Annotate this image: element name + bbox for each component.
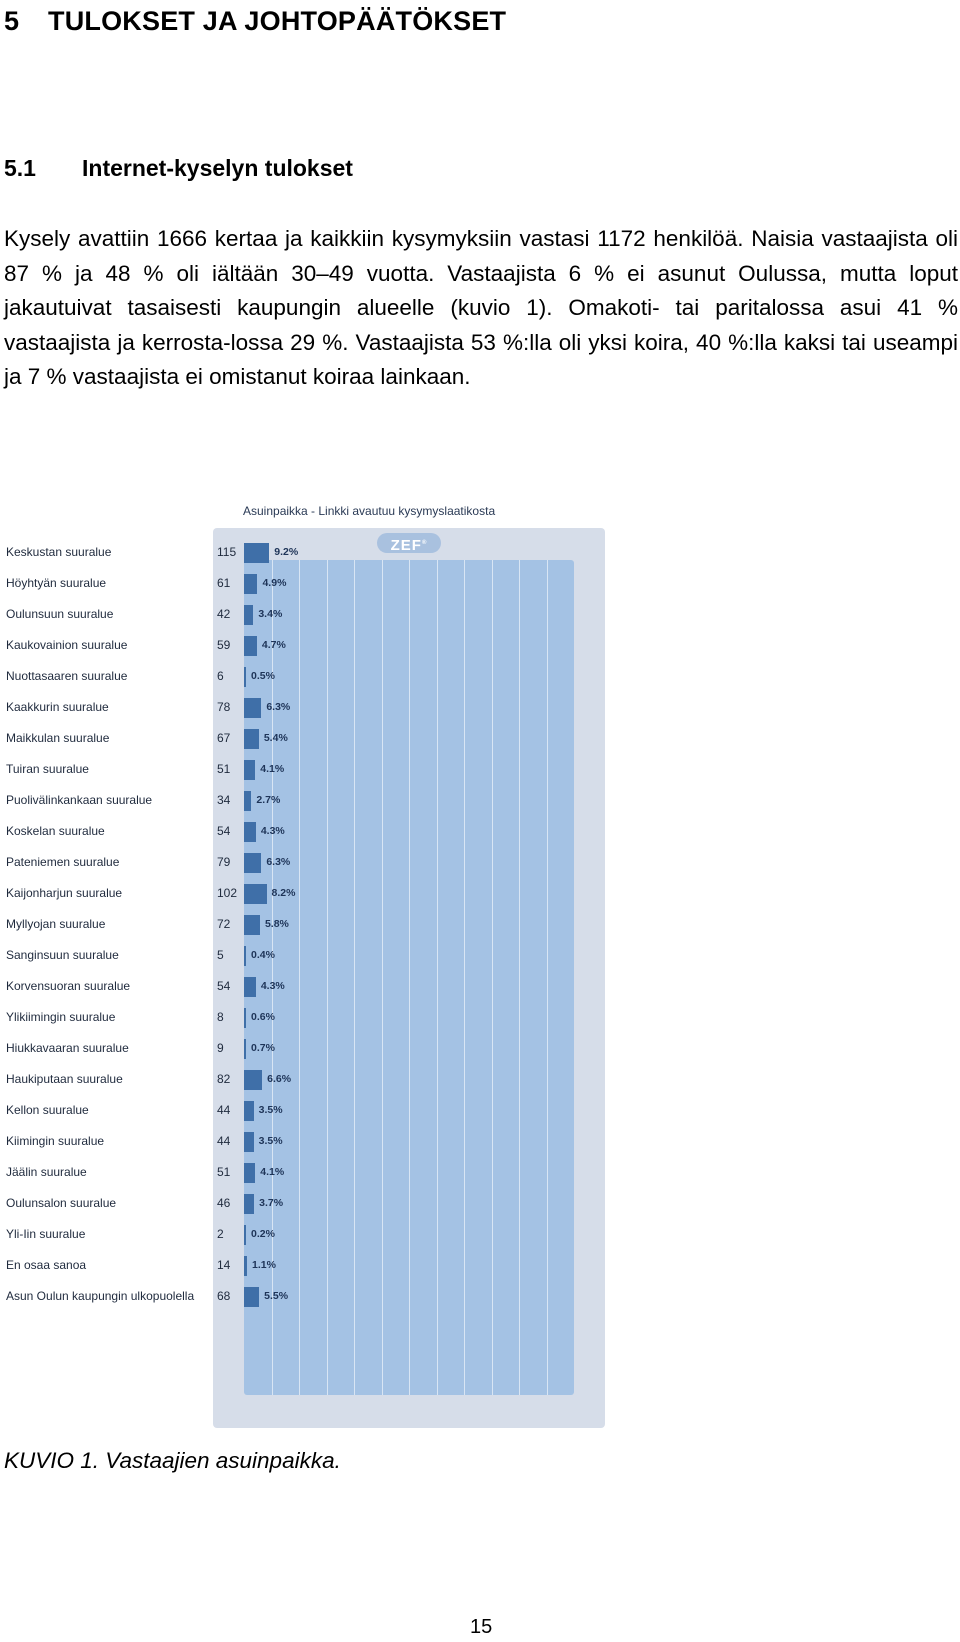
percent-label: 5.8% (264, 918, 289, 930)
bar (244, 574, 257, 594)
category-label: Jäälin suuralue (6, 1165, 87, 1179)
percent-label: 3.5% (258, 1135, 283, 1147)
bar (244, 729, 259, 749)
bar (244, 1008, 246, 1028)
zef-logo: ZEF® (377, 533, 441, 553)
body-paragraph: Kysely avattiin 1666 kertaa ja kaikkiin kysymyksiin vastasi 1172 henkilöä. Naisia vastaajista oli 87 % ja 48 % oli iältään 30–49 vuotta. Vastaajista 6 % ei asunut Oulussa, mutta loput jakautuivat tasaisesti kaupungin alueelle (kuvio 1). Omakoti- tai paritalossa asui 41 % vastaajista ja kerrosta-lossa 29 %. Vastaajista 53 %:lla oli yksi koira, 40 %:lla kaksi tai useampi ja 7 % vastaajista ei omistanut koiraa lainkaan. (4, 226, 958, 389)
percent-label: 0.4% (251, 949, 275, 961)
bar (244, 1039, 246, 1059)
bar (244, 760, 255, 780)
bar (244, 543, 269, 563)
category-label: Korvensuoran suuralue (6, 979, 131, 993)
bar (244, 915, 260, 935)
count-label: 51 (217, 762, 231, 776)
chart-title[interactable]: Asuinpaikka - Linkki avautuu kysymyslaatikosta (243, 504, 496, 518)
percent-label: 0.7% (251, 1042, 275, 1054)
category-label: Hiukkavaaran suuralue (6, 1041, 129, 1055)
grid-line (327, 560, 328, 1395)
category-label: En osaa sanoa (6, 1258, 87, 1272)
category-label: Tuiran suuralue (6, 762, 89, 776)
category-label: Kiimingin suuralue (6, 1134, 105, 1148)
percent-label: 3.7% (259, 1197, 284, 1209)
percent-label: 5.4% (263, 732, 288, 744)
section-number: 5.1 (4, 155, 36, 181)
count-label: 78 (217, 700, 231, 714)
category-label: Maikkulan suuralue (6, 731, 110, 745)
percent-label: 4.9% (262, 577, 287, 589)
count-label: 6 (217, 669, 224, 683)
percent-label: 4.3% (260, 825, 285, 837)
bar (244, 791, 251, 811)
grid-line (464, 560, 465, 1395)
category-label: Höyhtyän suuralue (6, 576, 107, 590)
count-label: 59 (217, 638, 231, 652)
section-title: Internet-kyselyn tulokset (82, 155, 353, 181)
count-label: 67 (217, 731, 231, 745)
grid-line (492, 560, 493, 1395)
percent-label: 4.7% (261, 639, 286, 651)
residence-chart (0, 500, 620, 1430)
percent-label: 0.6% (251, 1011, 275, 1023)
grid-line (299, 560, 300, 1395)
bar (244, 977, 256, 997)
section-heading (4, 155, 353, 182)
count-label: 8 (217, 1010, 224, 1024)
percent-label: 3.5% (258, 1104, 283, 1116)
percent-label: 1.1% (252, 1259, 276, 1271)
grid-line (437, 560, 438, 1395)
bar (244, 853, 261, 873)
category-label: Pateniemen suuralue (6, 855, 120, 869)
count-label: 72 (217, 917, 231, 931)
bar (244, 946, 246, 966)
bar (244, 1163, 255, 1183)
chapter-number: 5 (4, 6, 20, 36)
category-label: Puolivälinkankaan suuralue (6, 793, 153, 807)
count-label: 46 (217, 1196, 231, 1210)
bar (244, 636, 257, 656)
bar (244, 667, 246, 687)
count-label: 68 (217, 1289, 231, 1303)
figure-caption: KUVIO 1. Vastaajien asuinpaikka. (4, 1448, 341, 1473)
category-label: Ylikiimingin suuralue (6, 1010, 116, 1024)
bar (244, 1194, 254, 1214)
percent-label: 4.3% (260, 980, 285, 992)
bar (244, 1070, 262, 1090)
percent-label: 6.6% (267, 1073, 292, 1085)
count-label: 102 (217, 886, 238, 900)
page-number: 15 (470, 1616, 493, 1638)
count-label: 2 (217, 1227, 224, 1241)
percent-label: 3.4% (258, 608, 283, 620)
category-label: Kaukovainion suuralue (6, 638, 128, 652)
count-label: 54 (217, 824, 231, 838)
bar (244, 1287, 259, 1307)
category-label: Kaijonharjun suuralue (6, 886, 123, 900)
grid-line (547, 560, 548, 1395)
bar (244, 822, 256, 842)
chapter-title: TULOKSET JA JOHTOPÄÄTÖKSET (48, 6, 507, 36)
count-label: 9 (217, 1041, 224, 1055)
grid-line (382, 560, 383, 1395)
count-label: 5 (217, 948, 224, 962)
percent-label: 4.1% (260, 763, 285, 775)
count-label: 82 (217, 1072, 231, 1086)
category-label: Nuottasaaren suuralue (6, 669, 128, 683)
bar (244, 1132, 254, 1152)
percent-label: 0.2% (251, 1228, 275, 1240)
category-label: Haukiputaan suuralue (6, 1072, 123, 1086)
category-label: Oulunsuun suuralue (6, 607, 114, 621)
category-label: Asun Oulun kaupungin ulkopuolella (6, 1289, 195, 1303)
zef-logo-text: ZEF (390, 537, 422, 554)
percent-label: 2.7% (256, 794, 281, 806)
percent-label: 5.5% (264, 1290, 289, 1302)
count-label: 34 (217, 793, 231, 807)
count-label: 14 (217, 1258, 231, 1272)
bar (244, 884, 267, 904)
category-label: Kellon suuralue (6, 1103, 89, 1117)
category-label: Koskelan suuralue (6, 824, 105, 838)
category-label: Myllyojan suuralue (6, 917, 106, 931)
grid-line (519, 560, 520, 1395)
category-label: Keskustan suuralue (6, 545, 112, 559)
percent-label: 6.3% (266, 701, 291, 713)
count-label: 115 (217, 545, 237, 559)
category-label: Yli-Iin suuralue (6, 1227, 86, 1241)
count-label: 51 (217, 1165, 231, 1179)
count-label: 44 (217, 1103, 231, 1117)
bar (244, 1101, 254, 1121)
percent-label: 9.2% (274, 546, 299, 558)
bar (244, 1225, 246, 1245)
count-label: 42 (217, 607, 231, 621)
percent-label: 6.3% (266, 856, 291, 868)
category-label: Sanginsuun suuralue (6, 948, 119, 962)
percent-label: 8.2% (271, 887, 296, 899)
count-label: 79 (217, 855, 231, 869)
grid-line (409, 560, 410, 1395)
count-label: 54 (217, 979, 231, 993)
count-label: 61 (217, 576, 231, 590)
category-label: Kaakkurin suuralue (6, 700, 109, 714)
chapter-heading (4, 6, 506, 37)
category-label: Oulunsalon suuralue (6, 1196, 117, 1210)
percent-label: 4.1% (260, 1166, 285, 1178)
grid-line (354, 560, 355, 1395)
bar (244, 698, 261, 718)
plot-area (244, 560, 574, 1395)
count-label: 44 (217, 1134, 231, 1148)
percent-label: 0.5% (251, 670, 275, 682)
bar (244, 1256, 247, 1276)
bar (244, 605, 253, 625)
